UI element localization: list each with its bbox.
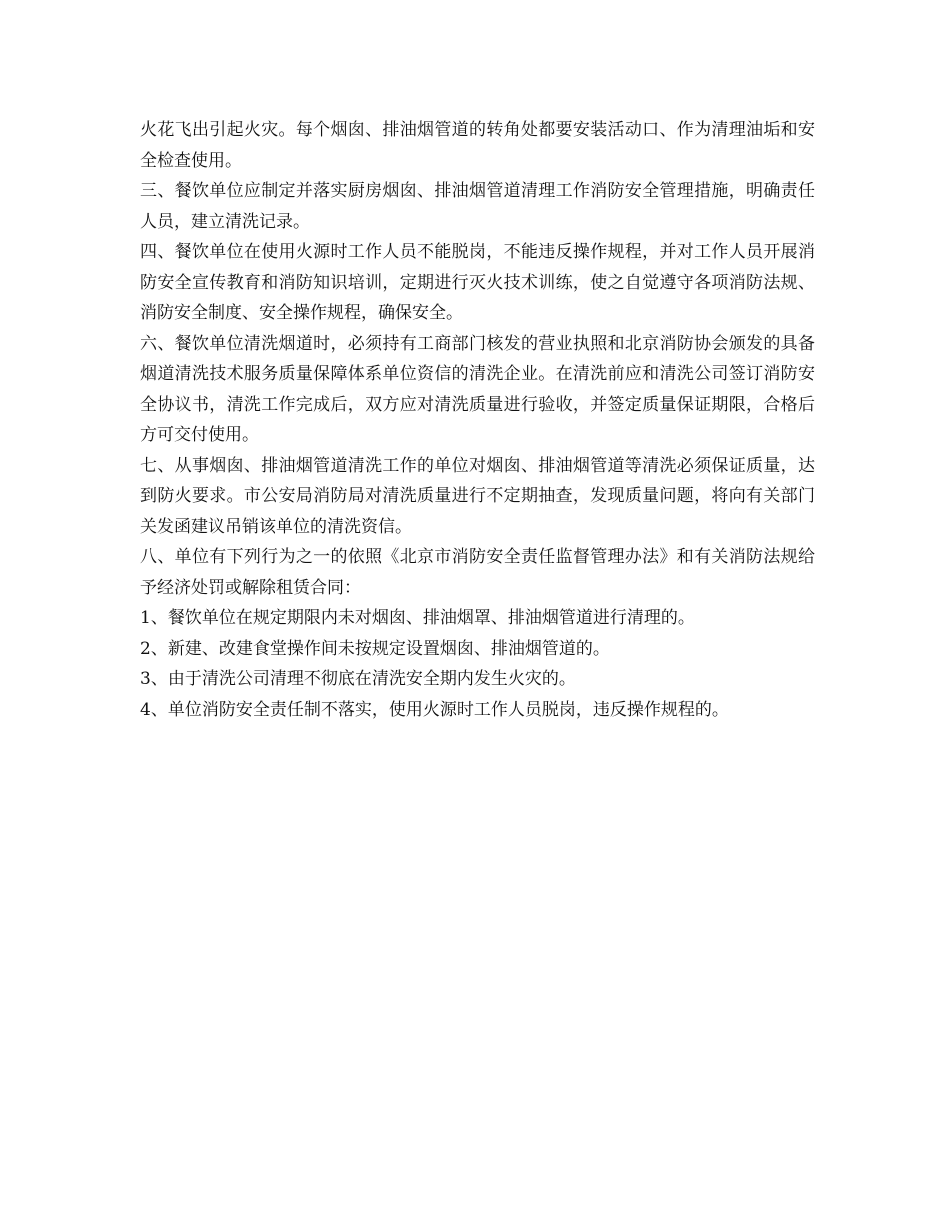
list-item-1: 1、餐饮单位在规定期限内未对烟囱、排油烟罩、排油烟管道进行清理的。 [140, 608, 695, 628]
paragraph-item-6: 六、餐饮单位清洗烟道时，必须持有工商部门核发的营业执照和北京消防协会颁发的具备烟道清洗技术服务质量保障体系单位资信的清洗企业。在清洗前应和清洗公司签订消防安全协议书，清洗工作完成后，双方应对清洗质量进行验收，并签定质量保证期限，合格后方可交付使用。 [140, 333, 815, 445]
paragraph-item-3: 三、餐饮单位应制定并落实厨房烟囱、排油烟管道清理工作消防安全管理措施，明确责任人员，建立清洗记录。 [140, 181, 815, 232]
list-item-2: 2、新建、改建食堂操作间未按规定设置烟囱、排油烟管道的。 [140, 638, 610, 659]
list-item-4: 4、单位消防安全责任制不落实，使用火源时工作人员脱岗，违反操作规程的。 [140, 699, 729, 720]
document-body [140, 115, 815, 725]
paragraph-fire-sparks: 火花飞出引起火灾。每个烟囱、排油烟管道的转角处都要安装活动口、作为清理油垢和安全检查使用。 [140, 120, 815, 171]
paragraph-item-7: 七、从事烟囱、排油烟管道清洗工作的单位对烟囱、排油烟管道等清洗必须保证质量，达到防火要求。市公安局消防局对清洗质量进行不定期抽查，发现质量问题，将向有关部门关发函建议吊销该单位的清洗资信。 [140, 455, 815, 537]
paragraph-item-4: 四、餐饮单位在使用火源时工作人员不能脱岗，不能违反操作规程，并对工作人员开展消防安全宣传教育和消防知识培训，定期进行灭火技术训练，使之自觉遵守各项消防法规、消防安全制度、安全操作规程，确保安全。 [140, 242, 815, 323]
paragraph-item-8: 八、单位有下列行为之一的依照《北京市消防安全责任监督管理办法》和有关消防法规给予经济处罚或解除租赁合同： [140, 547, 815, 598]
list-item-3: 3、由于清洗公司清理不彻底在清洗安全期内发生火灾的。 [140, 669, 576, 689]
